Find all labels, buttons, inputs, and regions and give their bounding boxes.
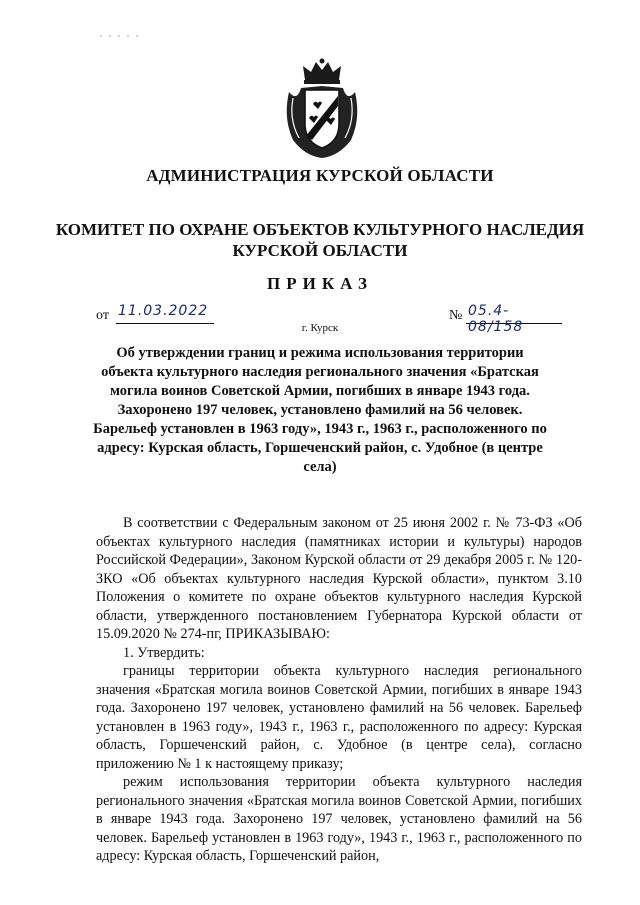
document-type: ПРИКАЗ	[267, 274, 373, 293]
scan-artifact	[100, 24, 170, 38]
committee-title-line2: КУРСКОЙ ОБЛАСТИ	[232, 241, 408, 260]
body-paragraph: 1. Утвердить:	[123, 644, 205, 661]
number-prefix: №	[449, 308, 463, 323]
body-paragraph: В соответствии с Федеральным законом от 25 июня 2002 г. № 73-ФЗ «Об объектах культурного наследия (памятниках истории и культуры) народов Российской Федерации», Законом Курской области от 29 декабря 2005 г. № 120-ЗКО «Об объектах культурного наследия Курской области», пунктом 3.10 Положения о комитете по охране объектов культурного наследия Курской области, утвержденного постановлением Губернатора Курской области от 15.09.2020 № 274-пг, ПРИКАЗЫВАЮ:	[96, 515, 582, 642]
committee-title	[0, 219, 640, 261]
body-paragraph: границы территории объекта культурного наследия регионального значения «Братская могила воинов Советской Армии, погибших в январе 1943 года. Захоронено 197 человек, установлено фамилий на 56 человек. Барельеф установлен в 1963 году», 1943 г., 1963 г., расположенного по адресу: Курская область, Горшеченский район, с. Удобное (в центре села), согласно приложению № 1 к настоящему приказу;	[96, 663, 582, 772]
order-body	[96, 514, 582, 866]
city: г. Курск	[301, 322, 339, 334]
order-subject: Об утверждении границ и режима использования территории объекта культурного наследия регионального значения «Братская могила воинов Советской Армии, погибших в январе 1943 года. Захоронено 197 человек, установлено фамилий на 56 человек. Барельеф установлен в 1963 году», 1943 г., 1963 г., расположенного по адресу: Курская область, Горшеченский район, с. Удобное (в центре села)	[93, 345, 547, 475]
kursk-coat-of-arms-icon	[281, 58, 363, 160]
order-date: 11.03.2022	[118, 303, 209, 319]
body-paragraph: режим использования территории объекта культурного наследия регионального значения «Братская могила воинов Советской Армии, погибших в январе 1943 года. Захоронено 197 человек, установлено фамилий на 56 человек. Барельеф установлен в 1963 году», 1943 г., 1963 г., расположенного по адресу: Курская область, Горшеченский район,	[96, 774, 582, 864]
order-number: 05.4-08/158	[468, 303, 524, 335]
committee-title-line1: КОМИТЕТ ПО ОХРАНЕ ОБЪЕКТОВ КУЛЬТУРНОГО НАСЛЕДИЯ	[55, 220, 585, 239]
administration-title: АДМИНИСТРАЦИЯ КУРСКОЙ ОБЛАСТИ	[146, 166, 494, 185]
date-prefix: от	[96, 308, 109, 323]
